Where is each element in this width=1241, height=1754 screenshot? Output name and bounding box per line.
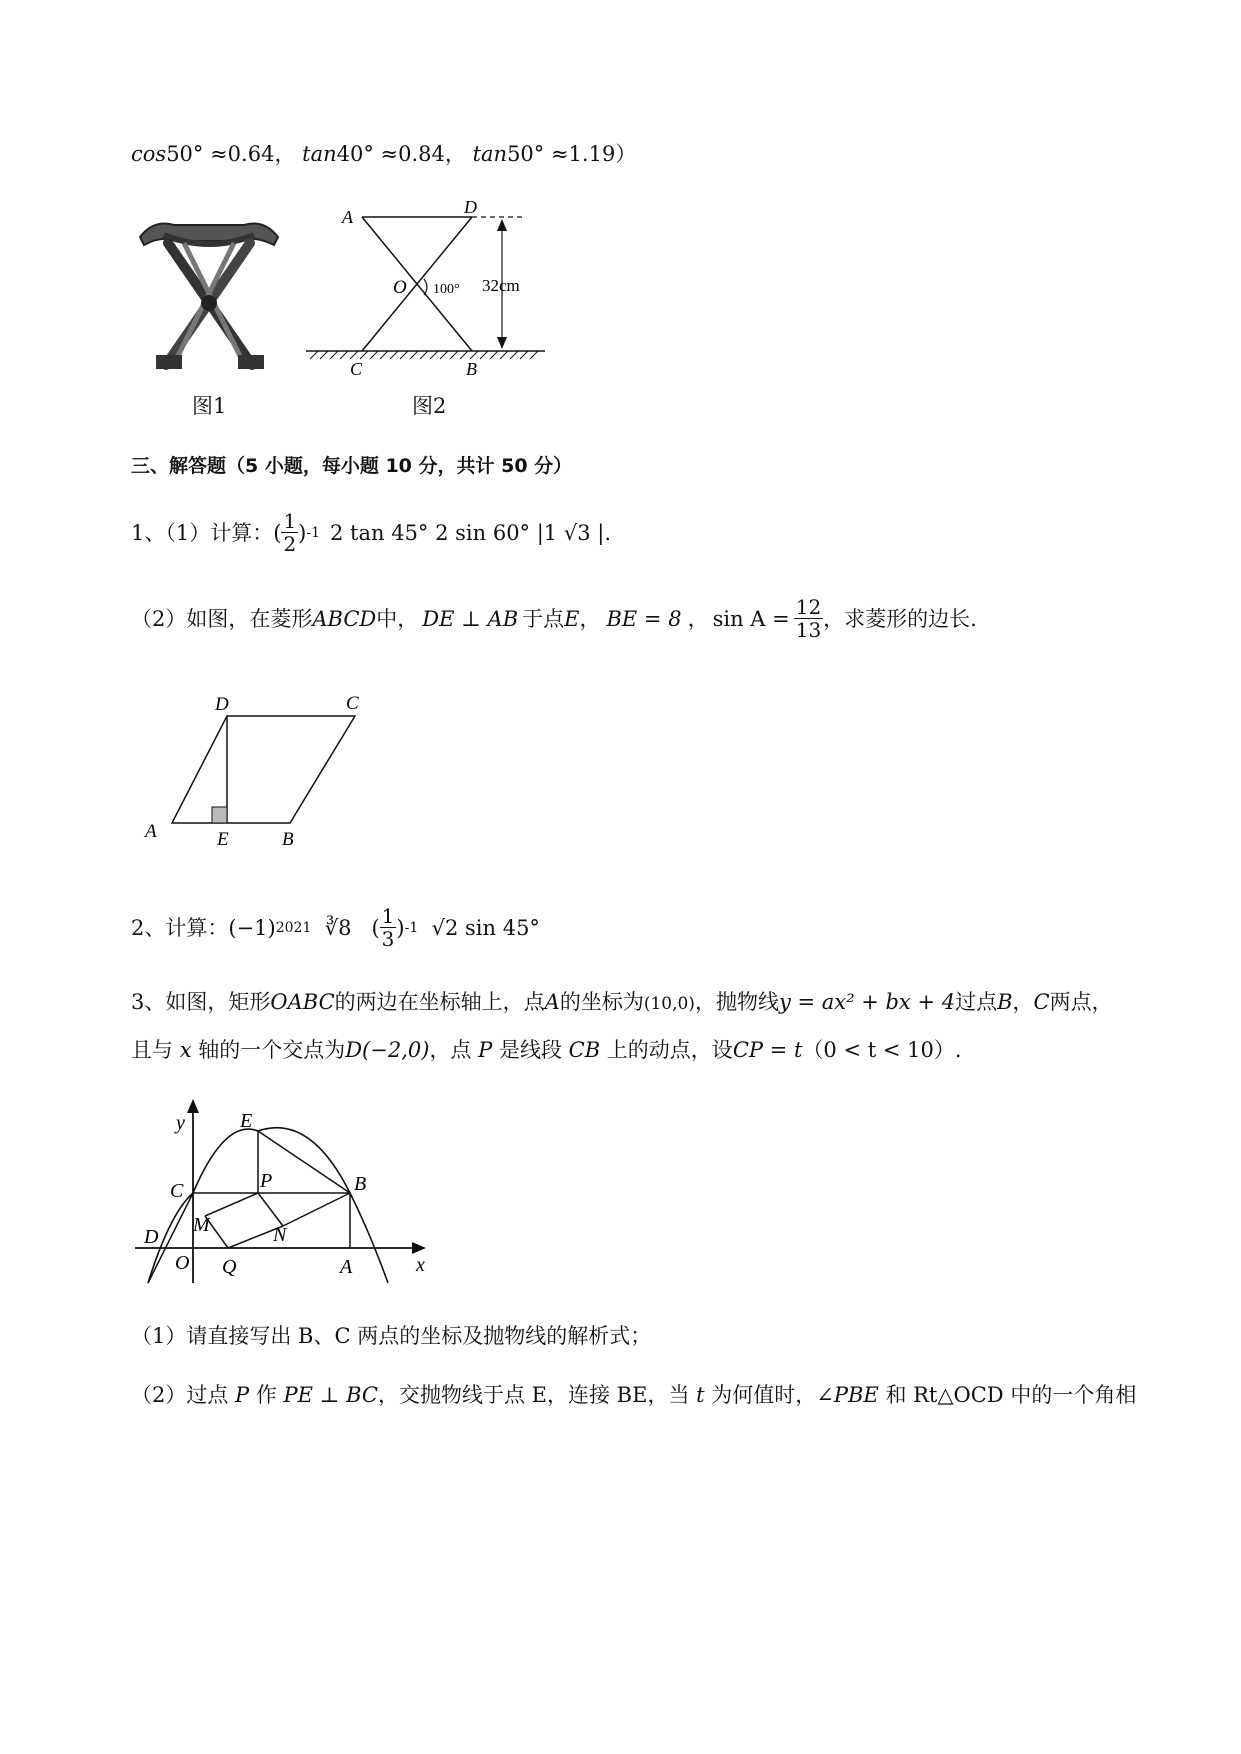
fig3-label-d: D (144, 1226, 159, 1248)
paren-open: ( (273, 520, 282, 545)
tan-label: tan (302, 142, 337, 166)
q3-sub1: （1）请直接写出 B、C 两点的坐标及抛物线的解析式； (131, 1324, 652, 1348)
fig3-label-q: Q (222, 1256, 237, 1278)
q1-abcd: ABCD (312, 606, 377, 631)
q3-s2e: 和 (878, 1383, 914, 1407)
q1-exponent: -1 (306, 524, 321, 541)
q3-oabc: OABC (270, 990, 335, 1014)
q3-s2-pe: PE ⊥ BC (283, 1383, 378, 1407)
q1-part2-prefix: （2）如图，在菱形 (131, 606, 313, 631)
fig2-angle: 100° (433, 282, 460, 297)
fig2-caption: 图2 (412, 394, 447, 418)
stool-diagram (300, 195, 555, 385)
q3-a-coord: (10,0) (643, 994, 695, 1014)
fig3-label-c: C (170, 1180, 184, 1202)
q1-de-perp-ab: DE ⊥ AB (422, 606, 519, 631)
q2-frac-den: 3 (381, 927, 395, 951)
q1-part2-end: ，求菱形的边长. (823, 606, 977, 631)
rhombus-label-e: E (217, 829, 229, 850)
q3-x: x (179, 1038, 192, 1062)
tan40-value: 40° ≈0.84， (336, 142, 466, 166)
fig3-label-p: P (260, 1170, 273, 1192)
q3-s2c: ，交抛物线于点 E，连接 BE，当 (378, 1383, 697, 1407)
q1-frac-den: 2 (283, 532, 297, 556)
paren-close: ) (298, 520, 307, 545)
q3-l2c: ，点 (429, 1038, 479, 1062)
q2-exp1: 2021 (275, 919, 312, 936)
q1-part2 (131, 596, 977, 641)
q1-part1 (131, 510, 611, 555)
fig2-label-c: C (350, 359, 363, 379)
rhombus-label-c: C (346, 693, 359, 714)
q3-parabola: y = ax² + bx + 4 (778, 990, 956, 1014)
section-title: 三、解答题（5 小题，每小题 10 分，共计 50 分） (131, 455, 573, 477)
q3-s2-p: P (235, 1383, 250, 1407)
q3-l2e: 上的动点，设 (600, 1038, 733, 1062)
q2-prefix: 2、计算： (131, 915, 229, 940)
q1-sin-fraction (794, 596, 823, 641)
fig1-caption: 图1 (192, 394, 227, 418)
q3-line1 (131, 988, 1113, 1018)
q1-sin-a: sin A = (712, 606, 790, 631)
top-formula-line (131, 140, 636, 168)
parabola-figure (130, 1093, 440, 1288)
fig2-label-o: O (393, 277, 407, 298)
q3-l2b: 轴的一个交点为 (191, 1038, 346, 1062)
tan50-value: 50° ≈1.19） (507, 142, 637, 166)
q1-sin-den: 13 (795, 618, 822, 642)
q1-prefix: 1、（1）计算： (131, 520, 274, 545)
fig2-label-a: A (342, 207, 353, 227)
q1-mid2: 于点 (522, 606, 565, 631)
stool-photo (134, 205, 284, 375)
q3-s2-t: t (696, 1383, 705, 1407)
fig3-label-a: A (340, 1256, 353, 1278)
q3-s2-angle: ∠PBE (816, 1383, 879, 1407)
q3-s2-tri: Rt△OCD (913, 1383, 1004, 1407)
q2-fraction (380, 905, 397, 950)
q3-l2d: 是线段 (492, 1038, 569, 1062)
fig2-label-b: B (466, 359, 477, 379)
q3-line2 (131, 1036, 962, 1064)
q1-be: BE = 8 (606, 606, 682, 631)
q1-rest: 2 tan 45° 2 sin 60° |1 √3 |. (330, 520, 612, 545)
fig3-label-e: E (240, 1110, 253, 1132)
q3-l1b: 的两边在坐标轴上，点 (334, 990, 545, 1014)
q1-frac-num: 1 (283, 509, 297, 533)
q3-l1g: 两点， (1049, 990, 1113, 1014)
q2-expr1: (−1) (228, 915, 276, 940)
q3-point-b: B (997, 990, 1013, 1014)
q1-mid: 中， (376, 606, 419, 631)
q2-expr2: ∛8 ( (311, 915, 380, 940)
fig3-label-b: B (354, 1173, 367, 1195)
q1-point-e: E (564, 606, 580, 631)
q2-exp3: -1 (404, 919, 419, 936)
q3-point-p: P (478, 1038, 493, 1062)
q3-cb: CB (568, 1038, 601, 1062)
rhombus-label-d: D (215, 694, 229, 715)
q1-comma: ， (579, 606, 601, 631)
fig2-height: 32cm (482, 276, 520, 295)
q3-point-c: C (1033, 990, 1050, 1014)
q2-expr4: √2 sin 45° (418, 915, 540, 940)
fig3-label-y: y (176, 1112, 185, 1134)
q3-cp: CP = t (732, 1038, 803, 1062)
q3-s2d: 为何值时， (704, 1383, 817, 1407)
cos-value: 50° ≈0.64， (166, 142, 296, 166)
q3-d-coord: D(−2,0) (345, 1038, 430, 1062)
q3-l1e: 过点 (955, 990, 998, 1014)
q3-l1c: 的坐标为 (559, 990, 644, 1014)
q1-comma-2: ， (687, 606, 709, 631)
q3-point-a: A (544, 990, 560, 1014)
rhombus-label-b: B (282, 829, 294, 850)
rhombus-label-a: A (145, 821, 157, 842)
q2 (131, 905, 540, 950)
fig2-label-d: D (464, 197, 477, 217)
q2-expr3: ) (396, 915, 405, 940)
q3-l1f: ， (1012, 990, 1034, 1014)
fig3-label-o: O (175, 1252, 190, 1274)
q2-frac-num: 1 (381, 904, 395, 928)
q3-s2b: 作 (249, 1383, 284, 1407)
fig3-label-n: N (273, 1224, 287, 1246)
q3-l2a: 且与 (131, 1038, 180, 1062)
q1-sin-num: 12 (795, 595, 822, 619)
q1-fraction (281, 510, 298, 555)
q3-l1d: ，抛物线 (694, 990, 779, 1014)
q3-sub2 (131, 1381, 1136, 1409)
q3-s2f: 中的一个角相 (1003, 1383, 1137, 1407)
rhombus-figure (135, 685, 375, 855)
fig3-label-x: x (416, 1254, 425, 1276)
q3-s2a: （2）过点 (131, 1383, 236, 1407)
q3-l2f: （0 < t < 10）. (802, 1038, 962, 1062)
q3-l1a: 3、如图，矩形 (131, 990, 271, 1014)
tan-label-2: tan (472, 142, 508, 166)
cos-label: cos (131, 142, 167, 166)
fig3-label-m: M (193, 1214, 210, 1236)
